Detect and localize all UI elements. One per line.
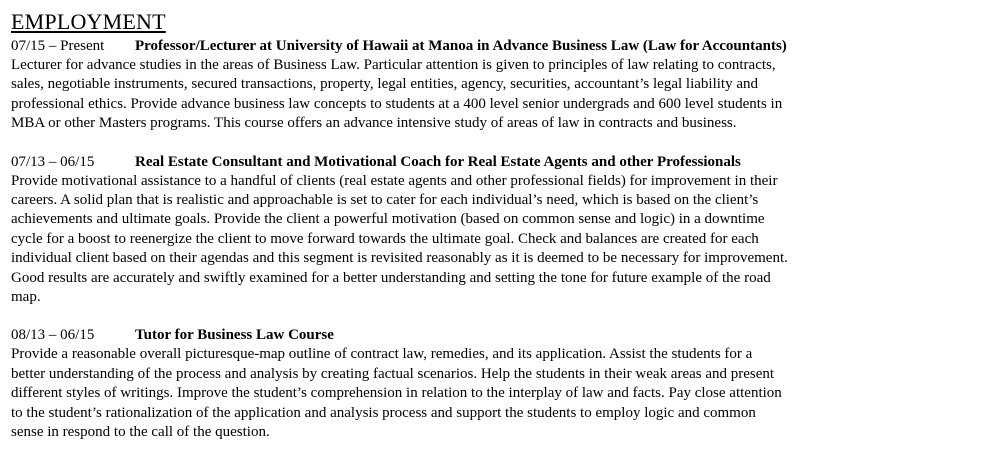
description-line: to the student’s rationalization of the application and analysis process and support the students to employ logic and common — [11, 404, 756, 421]
job-dates: 07/13 – 06/15 — [11, 153, 95, 170]
description-line: sales, negotiable instruments, secured transactions, property, legal entities, agency, securities, accountant’s legal liability and — [11, 76, 758, 93]
description-line: sense in respond to the call of the question. — [11, 424, 270, 441]
job-title: Tutor for Business Law Course — [135, 327, 334, 344]
description-line: different styles of writings. Improve the student’s comprehension in relation to the interplay of law and facts. Pay close attention — [11, 385, 782, 402]
job-header — [11, 326, 996, 345]
description-line: Provide a reasonable overall picturesque-map outline of contract law, remedies, and its application. Assist the students for a — [11, 346, 753, 363]
job-entry-tutor — [11, 326, 996, 442]
description-line: Lecturer for advance studies in the areas of Business Law. Particular attention is given to principles of law relating to contracts, — [11, 57, 776, 73]
description-line: careers. A solid plan that is realistic and approachable is set to cater for each individual’s need, which is based on the client’s — [11, 192, 759, 209]
description-line: map. — [11, 289, 41, 306]
description-line: better understanding of the process and analysis by creating factual scenarios. Help the students in their weak areas and present — [11, 365, 775, 382]
job-header — [11, 153, 996, 172]
description-line: MBA or other Masters programs. This course offers an advance intensive study of areas of law in contracts and business. — [11, 115, 737, 132]
job-header — [11, 37, 996, 56]
resume-employment-section — [11, 9, 996, 443]
description-line: professional ethics. Provide advance business law concepts to students at a 400 level senior undergrads and 600 level students in — [11, 95, 783, 112]
description-line: individual client based on their agendas and this segment is revisited reasonably as it is deemed to be necessary for improvement. — [11, 250, 788, 267]
description-line: achievements and ultimate goals. Provide the client a powerful motivation (based on common sense and logic) in a downtime — [11, 211, 765, 228]
job-title: Real Estate Consultant and Motivational Coach for Real Estate Agents and other Professionals — [135, 153, 741, 170]
section-heading: EMPLOYMENT — [11, 9, 166, 34]
description-line: Good results are accurately and swiftly examined for a better understanding and setting the tone for future example of the road — [11, 269, 771, 286]
job-description — [11, 345, 996, 442]
job-entry-consultant — [11, 153, 996, 308]
job-description — [11, 56, 996, 134]
description-line: cycle for a boost to reenergize the client to move forward towards the ultimate goal. Check and balances are created for each — [11, 230, 759, 247]
job-dates: 08/13 – 06/15 — [11, 327, 95, 344]
job-entry-professor — [11, 37, 996, 134]
job-dates: 07/15 – Present — [11, 38, 105, 54]
description-line: Provide motivational assistance to a handful of clients (real estate agents and other professional fields) for improvement in their — [11, 172, 778, 189]
job-description — [11, 172, 996, 308]
job-title: Professor/Lecturer at University of Hawaii at Manoa in Advance Business Law (Law for Accountants) — [135, 38, 787, 54]
